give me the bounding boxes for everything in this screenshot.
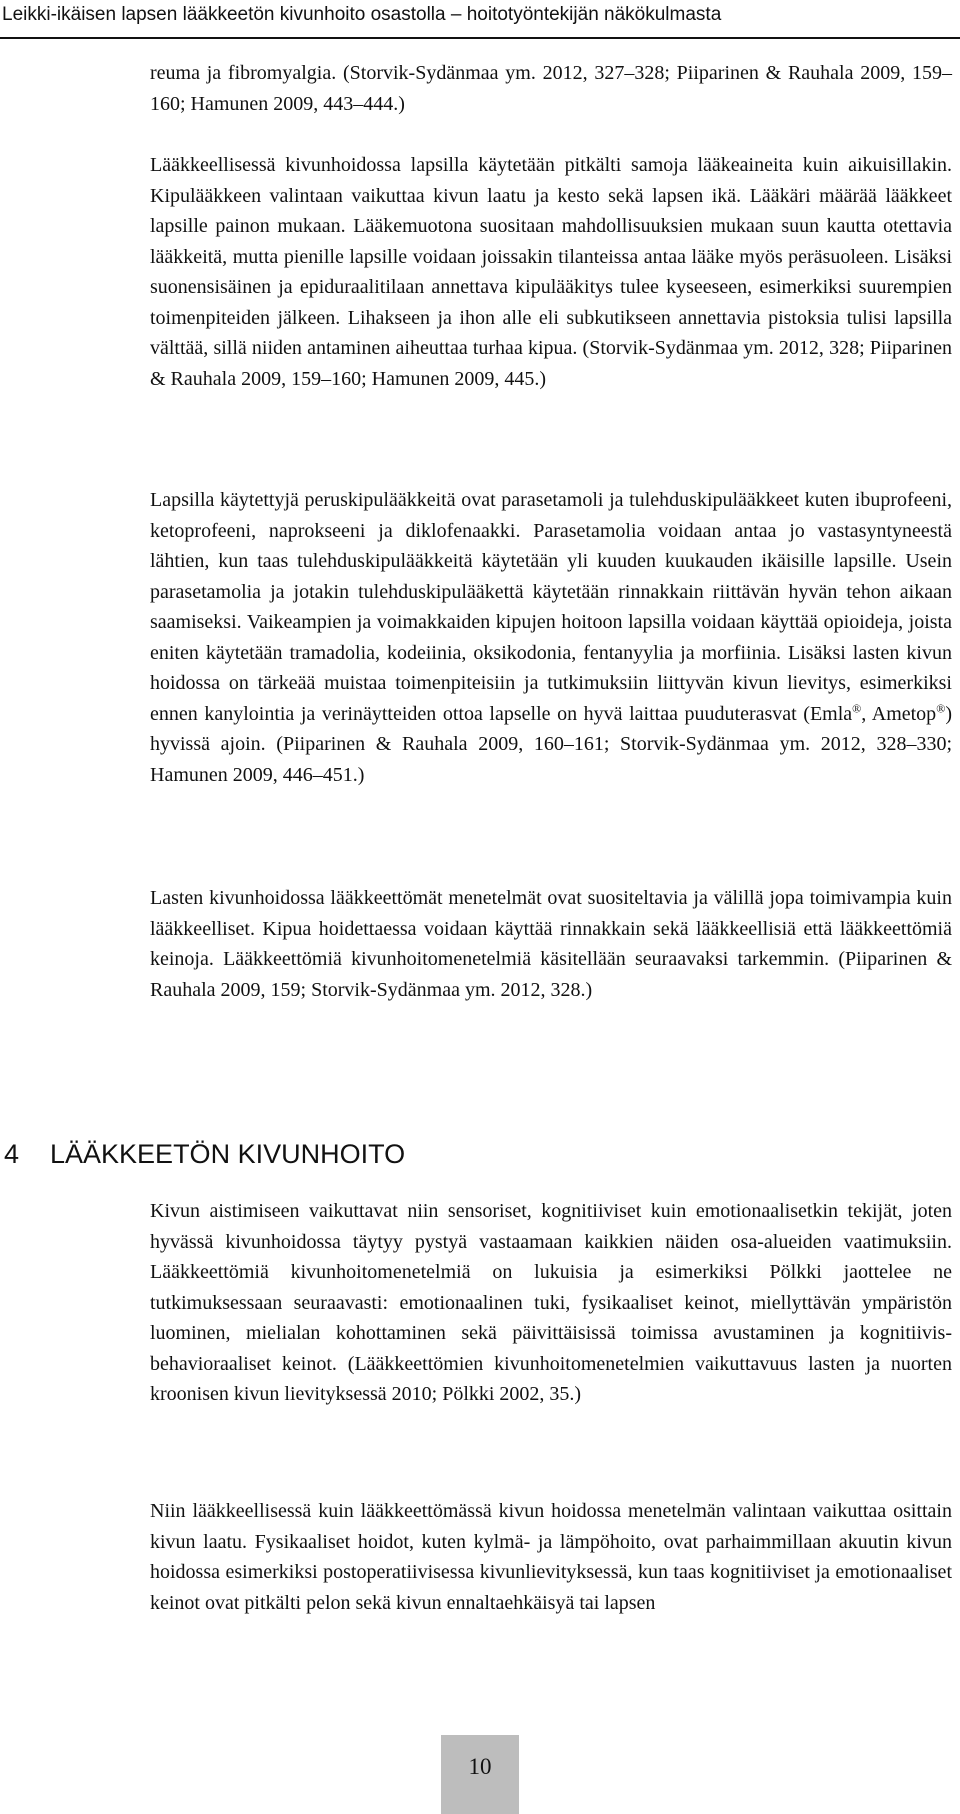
paragraph-text-part: , Ametop: [861, 702, 937, 725]
section-title: LÄÄKKEETÖN KIVUNHOITO: [50, 1139, 406, 1169]
running-header-title: Leikki-ikäisen lapsen lääkkeetön kivunhoito osastolla – hoitotyöntekijän näkökulmasta: [2, 4, 722, 25]
paragraph-medicinal-pain-treatment: Lääkkeellisessä kivunhoidossa lapsilla käytetään pitkälti samoja lääkeaineita kuin aikuisillakin. Kipulääkkeen valintaan vaikuttaa kivun laatu ja kesto sekä lapsen ikä. Lääkäri määrää lääkkeet lapsille painon mukaan. Lääkemuotona suositaan mahdollisuuksien mukaan suun kautta otettavia lääkkeitä, mutta pienille lapsille voidaan joissakin tilanteissa antaa lääke myös peräsuoleen. Lisäksi suonensisäinen ja epiduraalitilaan annettava kipulääkitys tulee kyseeseen, esimerkiksi suurempien toimenpiteiden jälkeen. Lihakseen ja ihon alle eli subkutikseen annettavia pistoksia tulisi lapsilla välttää, sillä niiden antaminen aiheuttaa turhaa kipua. (Storvik-Sydänmaa ym. 2012, 328; Piiparinen & Rauhala 2009, 159–160; Hamunen 2009, 445.): [150, 154, 952, 390]
registered-mark: ®: [936, 700, 946, 715]
section-heading: [4, 1136, 405, 1172]
registered-mark: ®: [852, 700, 862, 715]
running-header: [0, 0, 960, 40]
paragraph-basic-painkillers: [150, 485, 952, 790]
page-number: 10: [468, 1754, 492, 1779]
paragraph-non-medicinal-methods: Lasten kivunhoidossa lääkkeettömät menetelmät ovat suositeltavia ja välillä jopa toimivampia kuin lääkkeelliset. Kipua hoidettaessa voidaan käyttää rinnakkain sekä lääkkeellisiä että lääkkeettömiä keinoja. Lääkkeettömiä kivunhoitomenetelmiä käsitellään seuraavaksi tarkemmin. (Piiparinen & Rauhala 2009, 159; Storvik-Sydänmaa ym. 2012, 328.): [150, 887, 952, 1001]
paragraph-method-selection: Niin lääkkeellisessä kuin lääkkeettömässä kivun hoidossa menetelmän valintaan vaikuttaa osittain kivun laatu. Fysikaaliset hoidot, kuten kylmä- ja lämpöhoito, ovat parhaimmillaan akuutin kivun hoidossa esimerkiksi postoperatiivisessa kivunlievityksessä, kun taas kognitiiviset ja emotionaaliset keinot ovat pitkälti pelon sekä kivun ennaltaehkäisyä tai lapsen: [150, 1500, 952, 1614]
section-number: 4: [4, 1139, 20, 1169]
page-number-box: [441, 1735, 519, 1814]
paragraph-text-part: ) hyvissä ajoin. (Piiparinen & Rauhala 2009, 160–161; Storvik-Sydänmaa ym. 2012, 328–330; Hamunen 2009, 446–451.): [150, 702, 952, 786]
paragraph-references-continued: reuma ja fibromyalgia. (Storvik-Sydänmaa ym. 2012, 327–328; Piiparinen & Rauhala 2009, 159–160; Hamunen 2009, 443–444.): [150, 62, 952, 115]
paragraph-pain-perception: Kivun aistimiseen vaikuttavat niin sensoriset, kognitiiviset kuin emotionaalisetkin tekijät, joten hyvässä kivunhoidossa täytyy pystyä vastaamaan kaikkien näiden osa-alueiden vaatimuksiin. Lääkkeettömiä kivunhoitomenetelmiä on lukuisia ja esimerkiksi Pölkki jaottelee ne tutkimuksessaan seuraavasti: emotionaalinen tuki, fysikaaliset keinot, miellyttävän ympäristön luominen, mielialan kohottaminen sekä päivittäisissä toimissa avustaminen ja kognitiivis-behavioraaliset keinot. (Lääkkeettömien kivunhoitomenetelmien vaikuttavuus lasten ja nuorten kroonisen kivun lievityksessä 2010; Pölkki 2002, 35.): [150, 1200, 952, 1405]
header-divider: [0, 37, 960, 39]
paragraph-text-part: Lapsilla käytettyjä peruskipulääkkeitä ovat parasetamoli ja tulehduskipulääkkeet kuten ibuprofeeni, ketoprofeeni, naprokseeni ja diklofenaakki. Parasetamolia voidaan antaa jo vastasyntyneestä lähtien, kun taas tulehduskipulääkkeitä käytetään yli kuuden kuukauden ikäisille lapsille. Usein parasetamolia ja jotakin tulehduskipulääkettä käytetään rinnakkain riittävän hyvän tehon aikaan saamiseksi. Vaikeampien ja voimakkaiden kipujen hoitoon lapsilla voidaan käyttää opioideja, joista eniten käytetään tramadolia, kodeiinia, oksikodonia, fentanyylia ja morfiinia. Lisäksi lasten kivun hoidossa on tärkeää muistaa toimenpiteisiin ja tutkimuksiin liittyvän kivun lievitys, esimerkiksi ennen kanylointia ja verinäytteiden ottoa lapselle on hyvä laittaa puuduterasvat (Emla: [150, 489, 952, 725]
